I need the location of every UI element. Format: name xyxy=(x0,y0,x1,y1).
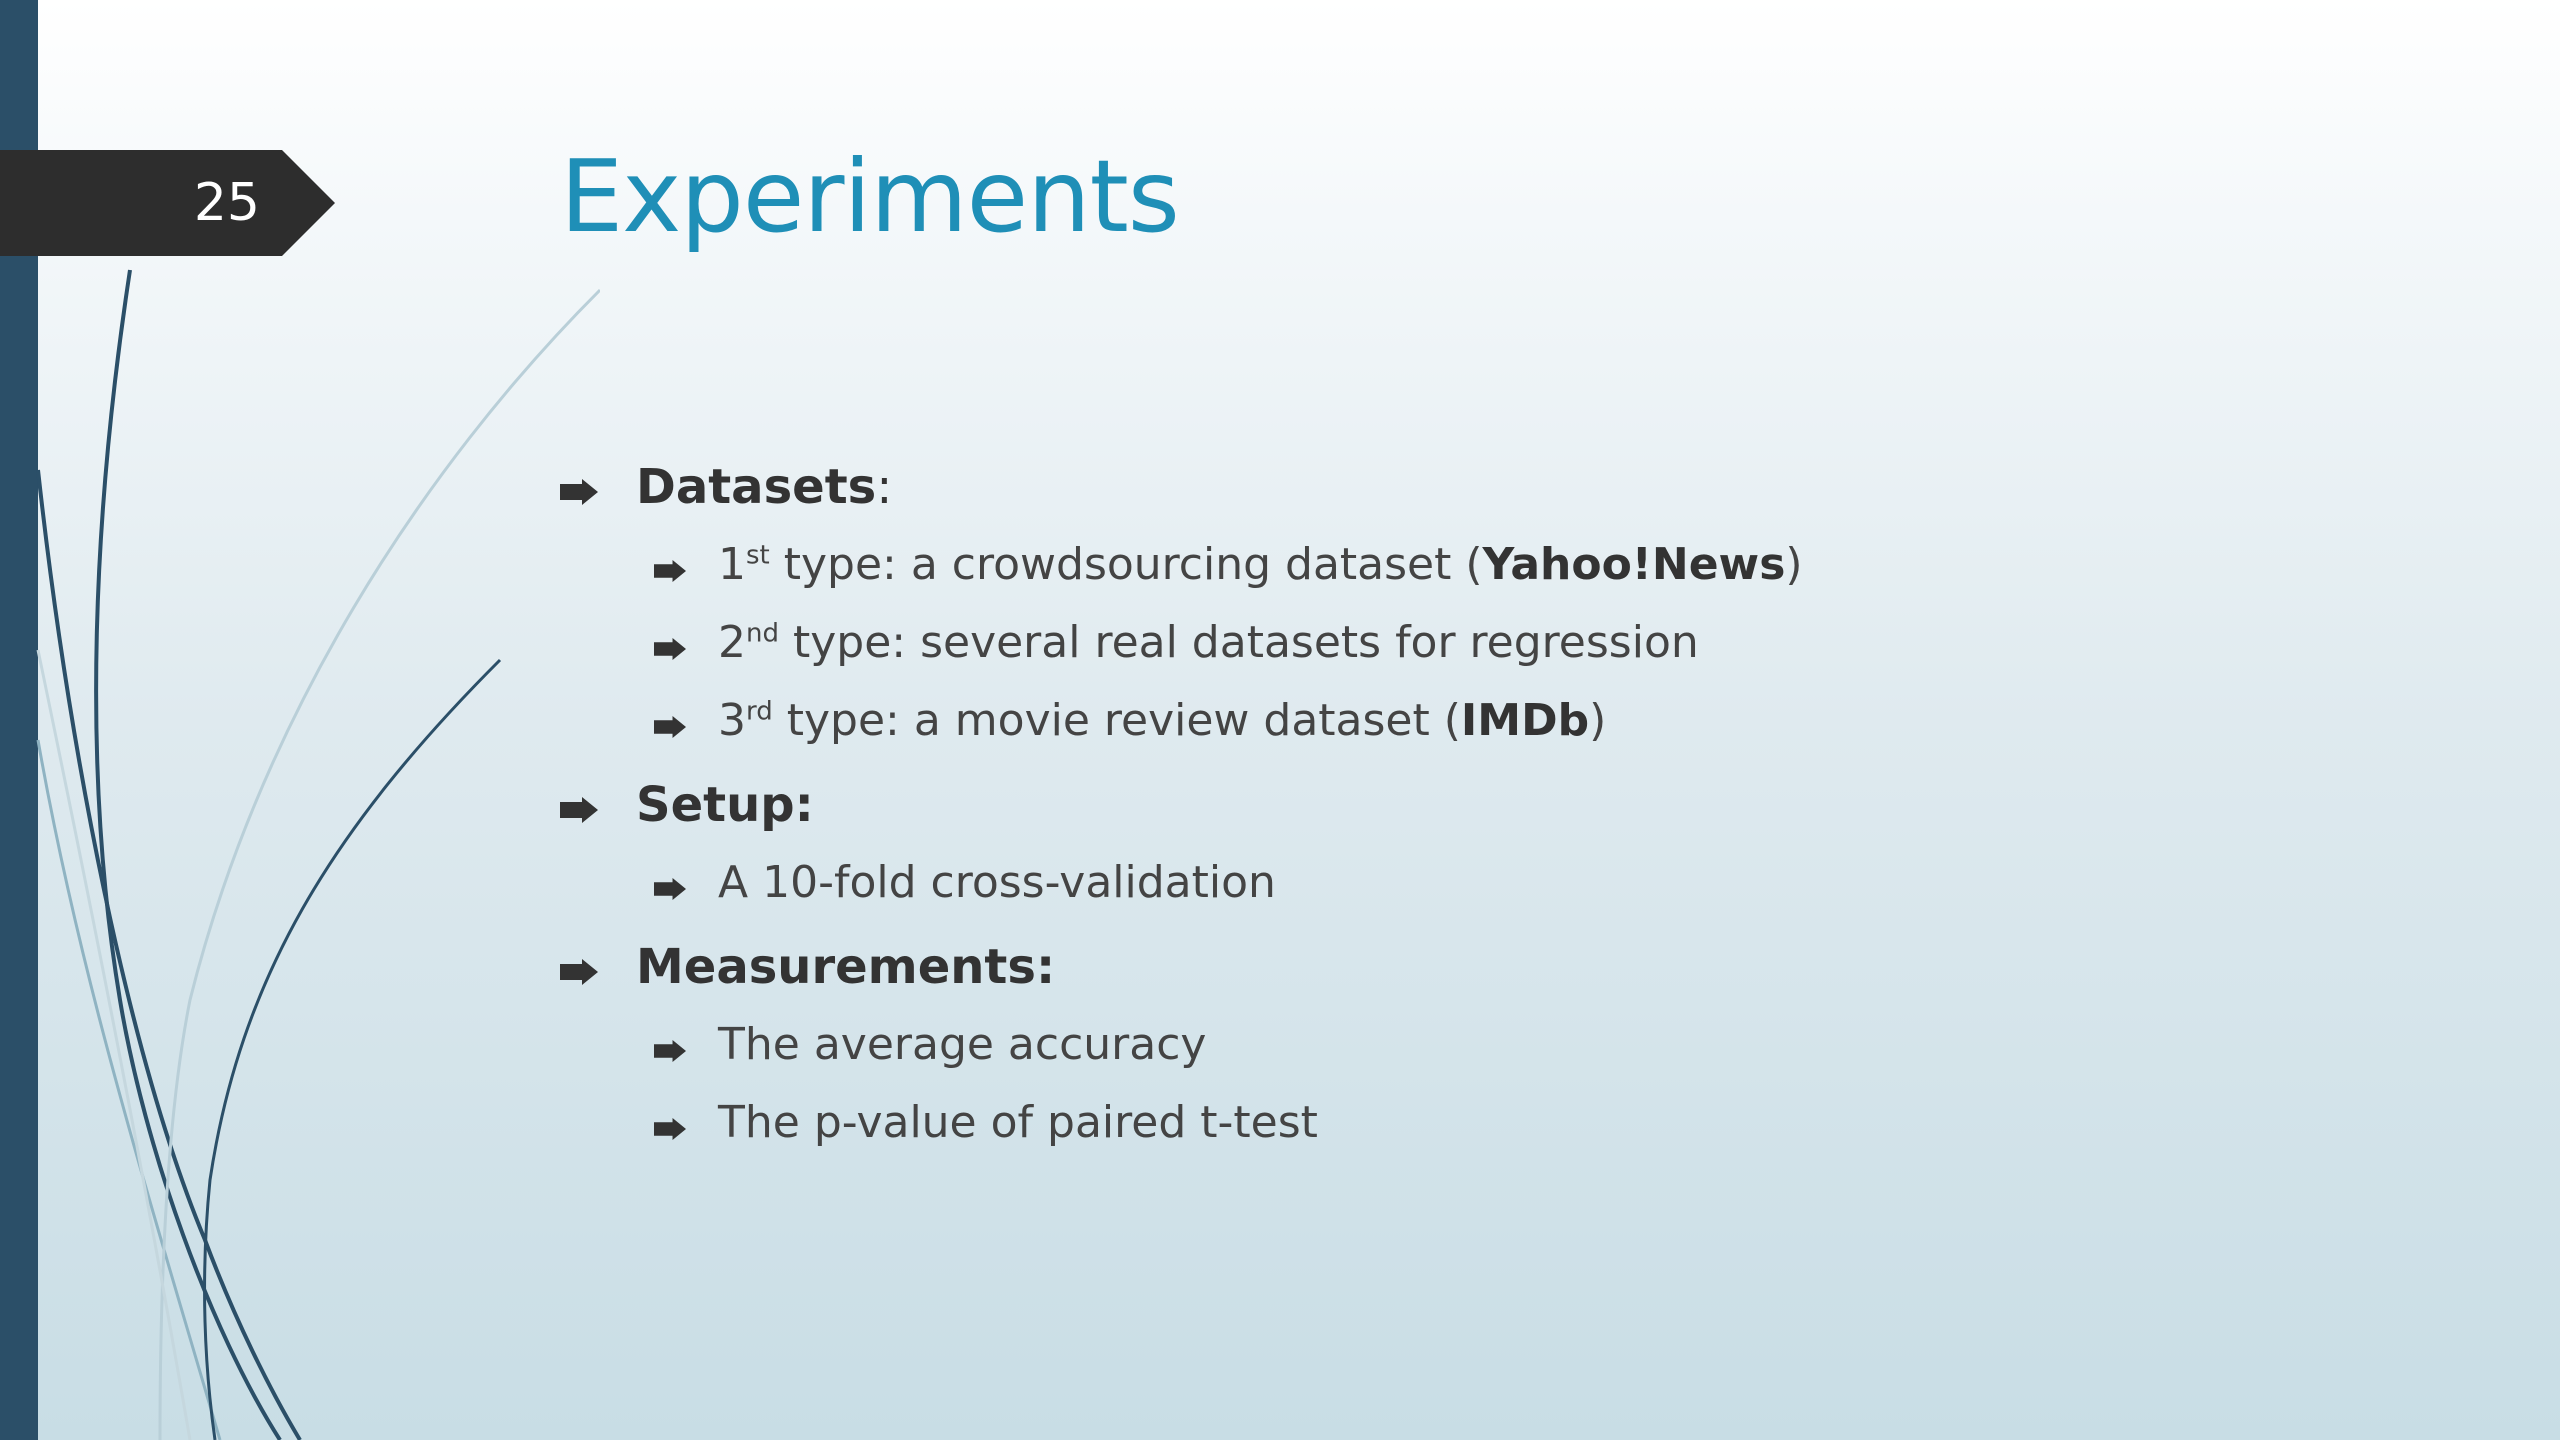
bullet-label: Measurements: xyxy=(636,939,1056,995)
arrow-bullet-icon xyxy=(560,797,598,823)
bullet-list xyxy=(560,452,2460,1168)
dataset-name: Yahoo!News xyxy=(1482,539,1786,590)
bullet-label: Setup: xyxy=(636,777,814,833)
ordinal-number: 1 xyxy=(718,539,746,590)
arrow-bullet-icon xyxy=(560,959,598,985)
page-number: 25 xyxy=(193,173,260,233)
bullet-measurements xyxy=(560,932,2460,1012)
sub-bullet-text: The average accuracy xyxy=(718,1019,1207,1070)
sub-bullet-dataset-2 xyxy=(654,610,2460,688)
ordinal-number: 2 xyxy=(718,617,746,668)
arrow-bullet-icon xyxy=(654,716,686,738)
dataset-name: IMDb xyxy=(1460,695,1590,746)
sub-bullet-dataset-1 xyxy=(654,532,2460,610)
closing-paren: ) xyxy=(1785,539,1803,590)
ordinal-suffix: st xyxy=(746,540,770,571)
sub-bullet-text: type: several real datasets for regression xyxy=(778,617,1699,668)
sub-bullet-measurement-2 xyxy=(654,1090,2460,1168)
closing-paren: ) xyxy=(1589,695,1607,746)
arrow-bullet-icon xyxy=(654,1040,686,1062)
bullet-setup xyxy=(560,770,2460,850)
bullet-label: Datasets xyxy=(636,459,877,515)
arrow-bullet-icon xyxy=(654,878,686,900)
sub-bullet-text: A 10-fold cross-validation xyxy=(718,857,1276,908)
arrow-bullet-icon xyxy=(654,560,686,582)
sub-bullet-measurement-1 xyxy=(654,1012,2460,1090)
ordinal-suffix: rd xyxy=(746,696,773,727)
page-number-tab xyxy=(0,150,335,256)
bullet-datasets xyxy=(560,452,2460,532)
sub-bullet-text: The p-value of paired t-test xyxy=(718,1097,1318,1148)
arrow-bullet-icon xyxy=(654,1118,686,1140)
sub-bullet-text: type: a movie review dataset ( xyxy=(772,695,1461,746)
ordinal-number: 3 xyxy=(718,695,746,746)
bullet-colon: : xyxy=(876,459,893,515)
arrow-bullet-icon xyxy=(560,479,598,505)
sub-bullet-text: type: a crowdsourcing dataset ( xyxy=(769,539,1483,590)
slide-title: Experiments xyxy=(560,138,1179,255)
ordinal-suffix: nd xyxy=(746,618,779,649)
sub-bullet-dataset-3 xyxy=(654,688,2460,766)
sub-bullet-setup-1 xyxy=(654,850,2460,928)
arrow-bullet-icon xyxy=(654,638,686,660)
